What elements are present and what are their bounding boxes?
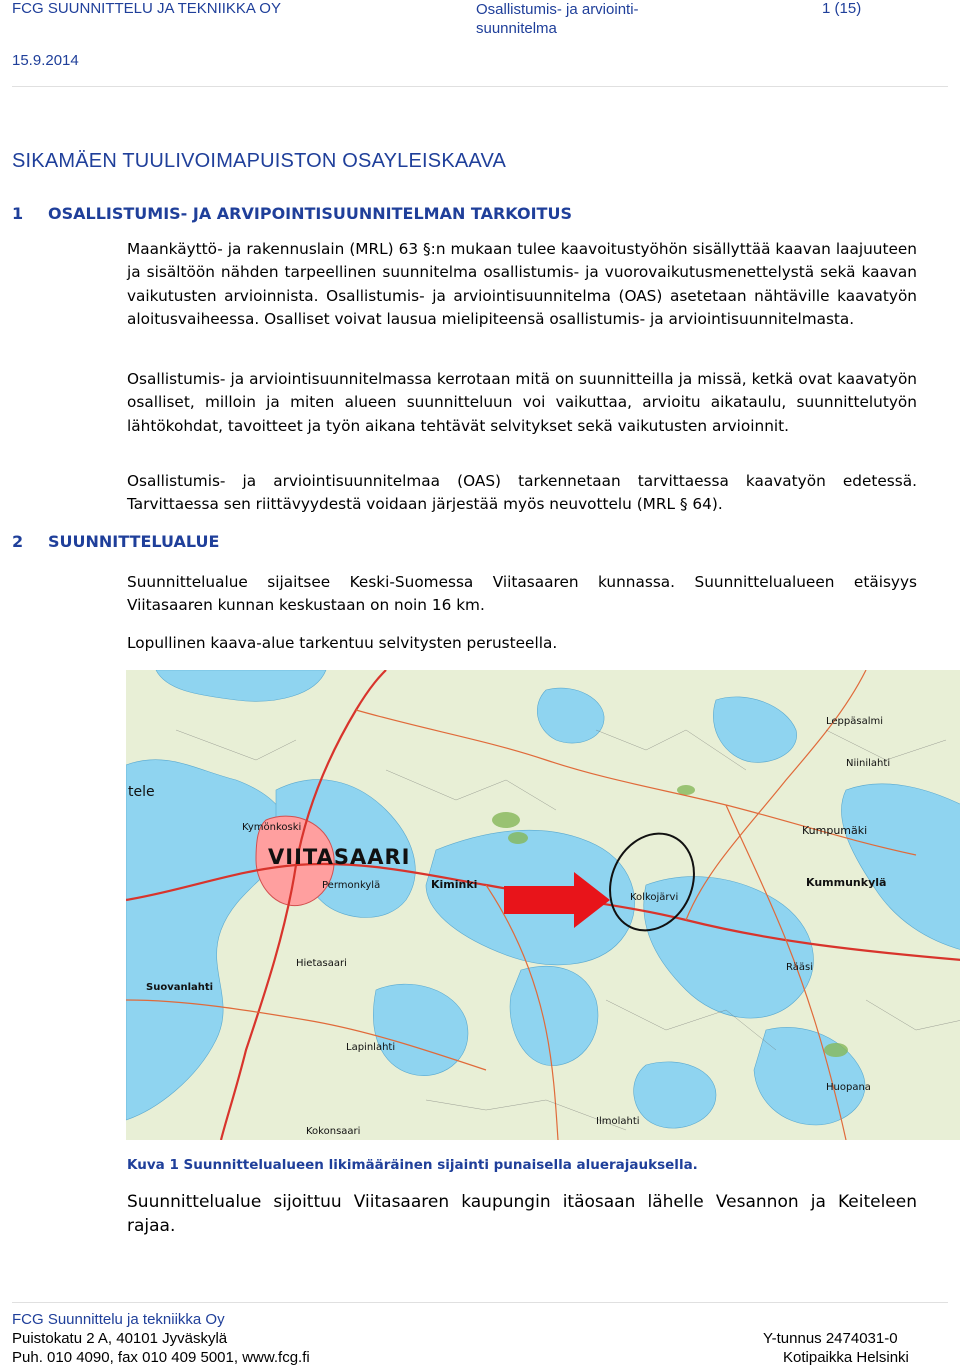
- map-label-ilmolahti: Ilmolahti: [596, 1116, 640, 1127]
- location-map: [126, 670, 960, 1140]
- section-1-number: 1: [12, 204, 24, 223]
- map-label-huopana: Huopana: [826, 1082, 871, 1093]
- footer-divider: [12, 1302, 948, 1303]
- map-label-raasi: Rääsi: [786, 962, 813, 973]
- map-label-town: VIITASAARI: [268, 845, 411, 869]
- footer-domicile: Kotipaikka Helsinki: [783, 1349, 909, 1365]
- section-1-paragraph-1: Maankäyttö- ja rakennuslain (MRL) 63 §:n mukaan tulee kaavoitustyöhön sisällyttää kaavan laajuuteen ja sisältöön nähden tarpeellinen suunnitelma osallistumis- ja vuorovaikutusmenettelystä sekä kaavan vaikutusten arvioinnista. Osallistumis- ja arviointisuunnitelma (OAS) asetetaan nähtäville kaavatyön aloitusvaiheessa. Osalliset voivat lausua mielipiteensä osallistumis- ja arviointisuunnitelmasta.: [127, 240, 917, 329]
- footer-address: Puistokatu 2 A, 40101 Jyväskylä: [12, 1330, 228, 1347]
- map-caption: Kuva 1 Suunnittelualueen likimääräinen sijainti punaisella aluerajauksella.: [127, 1157, 698, 1173]
- section-1-heading: [12, 204, 572, 223]
- header-divider: [12, 86, 948, 87]
- document-title: SIKAMÄEN TUULIVOIMAPUISTON OSAYLEISKAAVA: [12, 150, 507, 172]
- map-label-niinilahti: Niinilahti: [846, 758, 891, 769]
- section-1-title: OSALLISTUMIS- JA ARVIPOINTISUUNNITELMAN TARKOITUS: [48, 204, 572, 223]
- map-label-permonkyla: Permonkylä: [322, 880, 381, 891]
- section-2-heading: [12, 532, 219, 551]
- header-page-number: 1 (15): [822, 0, 862, 17]
- header-date: 15.9.2014: [12, 52, 79, 69]
- map-label-kiminki: Kiminki: [431, 878, 478, 891]
- section-2-title: SUUNNITTELUALUE: [48, 532, 220, 551]
- section-2-paragraph-2: Lopullinen kaava-alue tarkentuu selvitysten perusteella.: [127, 634, 558, 652]
- map-label-kumpumaki: Kumpumäki: [802, 824, 868, 837]
- section-2-paragraph-3: Suunnittelualue sijoittuu Viitasaaren kaupungin itäosaan lähelle Vesannon ja Keiteleen rajaa.: [127, 1192, 917, 1236]
- header-doc-type: Osallistumis- ja arviointi-suunnitelma: [476, 1, 639, 37]
- map-label-hietasaari: Hietasaari: [296, 958, 347, 969]
- footer-contact: Puh. 010 4090, fax 010 409 5001, www.fcg.fi: [12, 1349, 310, 1365]
- section-2-number: 2: [12, 532, 24, 551]
- section-2-paragraph-1: Suunnittelualue sijaitsee Keski-Suomessa Viitasaaren kunnassa. Suunnittelualueen etäisyys Viitasaaren kunnan keskustaan on noin 16 km.: [127, 573, 917, 615]
- map-label-tele: tele: [128, 784, 155, 800]
- section-1-paragraph-3: Osallistumis- ja arviointisuunnitelmaa (OAS) tarkennetaan tarvittaessa kaavatyön edetessä. Tarvittaessa sen riittävyydestä voidaan järjestää myös neuvottelu (MRL § 64).: [127, 472, 917, 514]
- map-label-kummunkyla: Kummunkylä: [806, 876, 887, 889]
- section-1-paragraph-2: Osallistumis- ja arviointisuunnitelmassa kerrotaan mitä on suunnitteilla ja missä, ketkä ovat kaavatyön osalliset, milloin ja miten alueen suunnitteluun voi vaikuttaa, arvioitu aikataulu, suunnittelutyön lähtökohdat, tavoitteet ja työn aikana tehtävät selvitykset sekä vaikutusten arvioinnit.: [127, 370, 917, 435]
- header-company: FCG SUUNNITTELU JA TEKNIIKKA OY: [12, 0, 281, 17]
- map-label-lapinlahti: Lapinlahti: [346, 1042, 396, 1053]
- footer-company: FCG Suunnittelu ja tekniikka Oy: [12, 1311, 225, 1328]
- map-label-kolkkojarvi: Kolkojärvi: [630, 892, 679, 903]
- map-label-kokonsaari: Kokonsaari: [306, 1126, 361, 1137]
- footer-business-id: Y-tunnus 2474031-0: [763, 1330, 898, 1347]
- map-label-suovanlahti: Suovanlahti: [146, 982, 214, 993]
- map-label-kymonkoski: Kymönkoski: [242, 822, 302, 833]
- map-label-leppasalmi: Leppäsalmi: [826, 716, 884, 727]
